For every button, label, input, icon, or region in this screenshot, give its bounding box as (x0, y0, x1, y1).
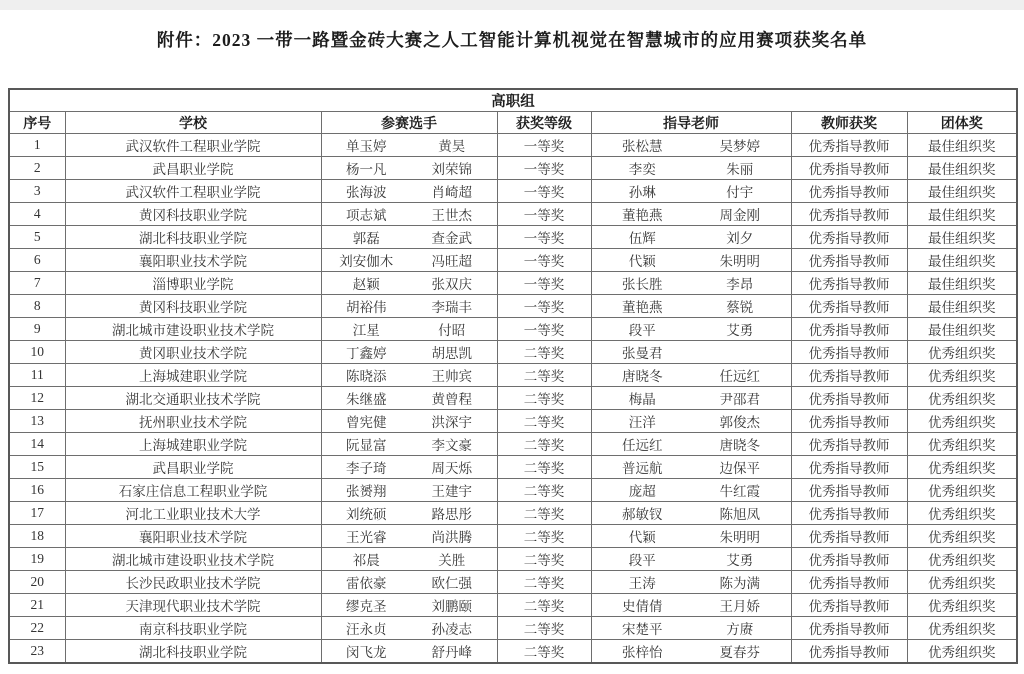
table-row (9, 433, 1017, 456)
teacher-award-cell: 优秀指导教师 (791, 410, 907, 433)
teachers-cell (591, 410, 791, 433)
table-row (9, 364, 1017, 387)
teacher-2: 蔡锐 (726, 300, 754, 315)
award-level-cell: 二等奖 (497, 640, 591, 663)
awards-table (8, 88, 1018, 664)
participants-cell (321, 456, 497, 479)
participants-cell (321, 157, 497, 180)
team-award-cell: 最佳组织奖 (907, 295, 1017, 318)
table-row (9, 387, 1017, 410)
award-level-cell: 一等奖 (497, 318, 591, 341)
seq-cell: 17 (9, 502, 65, 525)
participant-1: 刘安伽木 (339, 254, 394, 269)
teacher-1: 唐晓冬 (622, 369, 663, 384)
teachers-cell (591, 617, 791, 640)
seq-cell: 8 (9, 295, 65, 318)
teacher-1: 普远航 (622, 461, 663, 476)
teachers-cell (591, 203, 791, 226)
teacher-1: 孙琳 (628, 185, 656, 200)
teachers-cell (591, 502, 791, 525)
teachers-cell (591, 157, 791, 180)
team-award-cell: 优秀组织奖 (907, 525, 1017, 548)
teacher-2: 任远红 (719, 369, 760, 384)
teachers-cell (591, 387, 791, 410)
seq-cell: 11 (9, 364, 65, 387)
group-header-row (9, 89, 1017, 112)
teacher-2: 尹邵君 (719, 392, 760, 407)
teacher-award-cell: 优秀指导教师 (791, 617, 907, 640)
school-cell: 襄阳职业技术学院 (65, 249, 321, 272)
team-award-cell: 最佳组织奖 (907, 180, 1017, 203)
school-cell: 湖北城市建设职业技术学院 (65, 318, 321, 341)
teacher-2: 刘夕 (726, 231, 754, 246)
participant-1: 赵颖 (352, 277, 380, 292)
participants-cell (321, 525, 497, 548)
participants-cell (321, 479, 497, 502)
participant-1: 张赟翔 (346, 484, 387, 499)
teacher-1: 王涛 (628, 576, 656, 591)
school-cell: 河北工业职业技术大学 (65, 502, 321, 525)
teachers-cell (591, 226, 791, 249)
award-level-cell: 二等奖 (497, 456, 591, 479)
participant-2: 胡思凯 (431, 346, 472, 361)
col-header-participants: 参赛选手 (321, 112, 497, 134)
school-cell: 襄阳职业技术学院 (65, 525, 321, 548)
teacher-award-cell: 优秀指导教师 (791, 548, 907, 571)
teacher-award-cell: 优秀指导教师 (791, 226, 907, 249)
school-cell: 上海城建职业学院 (65, 364, 321, 387)
teacher-1: 任远红 (622, 438, 663, 453)
participant-2: 刘荣锦 (431, 162, 472, 177)
participant-1: 朱继盛 (346, 392, 387, 407)
teacher-award-cell: 优秀指导教师 (791, 249, 907, 272)
participants-cell (321, 341, 497, 364)
participant-2: 王建宇 (431, 484, 472, 499)
teacher-award-cell: 优秀指导教师 (791, 203, 907, 226)
award-level-cell: 二等奖 (497, 571, 591, 594)
teachers-cell (591, 134, 791, 157)
seq-cell: 13 (9, 410, 65, 433)
teacher-award-cell: 优秀指导教师 (791, 456, 907, 479)
participant-1: 王光睿 (346, 530, 387, 545)
table-row (9, 594, 1017, 617)
participant-1: 刘统硕 (346, 507, 387, 522)
teacher-award-cell: 优秀指导教师 (791, 502, 907, 525)
teachers-cell (591, 180, 791, 203)
participant-1: 缪克圣 (346, 599, 387, 614)
participant-2: 查金武 (431, 231, 472, 246)
participants-cell (321, 180, 497, 203)
award-level-cell: 二等奖 (497, 433, 591, 456)
participants-cell (321, 594, 497, 617)
seq-cell: 12 (9, 387, 65, 410)
table-row (9, 249, 1017, 272)
participant-1: 曾宪健 (346, 415, 387, 430)
teacher-1: 史倩倩 (622, 599, 663, 614)
teacher-2: 牛红霞 (719, 484, 760, 499)
teacher-1: 宋楚平 (622, 622, 663, 637)
teacher-award-cell: 优秀指导教师 (791, 157, 907, 180)
team-award-cell: 最佳组织奖 (907, 249, 1017, 272)
teacher-2: 吴梦婷 (719, 139, 760, 154)
participant-2: 肖崎超 (431, 185, 472, 200)
teacher-award-cell: 优秀指导教师 (791, 525, 907, 548)
teacher-1: 段平 (628, 553, 656, 568)
seq-cell: 4 (9, 203, 65, 226)
seq-cell: 2 (9, 157, 65, 180)
school-cell: 武汉软件工程职业学院 (65, 134, 321, 157)
teacher-award-cell: 优秀指导教师 (791, 479, 907, 502)
school-cell: 湖北科技职业学院 (65, 640, 321, 663)
table-row (9, 502, 1017, 525)
school-cell: 黄冈职业技术学院 (65, 341, 321, 364)
participants-cell (321, 318, 497, 341)
team-award-cell: 最佳组织奖 (907, 157, 1017, 180)
col-header-team-award: 团体奖 (907, 112, 1017, 134)
teacher-award-cell: 优秀指导教师 (791, 295, 907, 318)
col-header-teachers: 指导老师 (591, 112, 791, 134)
team-award-cell: 优秀组织奖 (907, 479, 1017, 502)
team-award-cell: 最佳组织奖 (907, 318, 1017, 341)
seq-cell: 21 (9, 594, 65, 617)
teachers-cell (591, 548, 791, 571)
school-cell: 长沙民政职业技术学院 (65, 571, 321, 594)
award-level-cell: 二等奖 (497, 341, 591, 364)
teacher-2: 陈旭凤 (719, 507, 760, 522)
teacher-2: 陈为满 (719, 576, 760, 591)
award-level-cell: 二等奖 (497, 410, 591, 433)
teacher-2: 方赓 (726, 622, 754, 637)
participant-1: 祁晨 (352, 553, 380, 568)
participant-2: 路思彤 (431, 507, 472, 522)
award-level-cell: 一等奖 (497, 134, 591, 157)
group-header: 高职组 (9, 89, 1017, 112)
award-level-cell: 一等奖 (497, 226, 591, 249)
school-cell: 湖北城市建设职业技术学院 (65, 548, 321, 571)
participant-2: 欧仁强 (431, 576, 472, 591)
table-row (9, 548, 1017, 571)
team-award-cell: 优秀组织奖 (907, 364, 1017, 387)
award-level-cell: 一等奖 (497, 249, 591, 272)
teachers-cell (591, 272, 791, 295)
participants-cell (321, 134, 497, 157)
teacher-2: 朱丽 (726, 162, 754, 177)
participant-2: 黄曾程 (431, 392, 472, 407)
teacher-1: 代颖 (628, 254, 656, 269)
award-level-cell: 一等奖 (497, 203, 591, 226)
award-level-cell: 一等奖 (497, 272, 591, 295)
award-level-cell: 二等奖 (497, 525, 591, 548)
school-cell: 湖北交通职业技术学院 (65, 387, 321, 410)
participant-2: 关胜 (438, 553, 466, 568)
teacher-award-cell: 优秀指导教师 (791, 341, 907, 364)
scan-artifact-strip (0, 0, 1024, 10)
participant-1: 阮显富 (346, 438, 387, 453)
team-award-cell: 优秀组织奖 (907, 502, 1017, 525)
participants-cell (321, 433, 497, 456)
seq-cell: 22 (9, 617, 65, 640)
participant-1: 张海波 (346, 185, 387, 200)
teacher-2: 周金刚 (719, 208, 760, 223)
participant-2: 李文豪 (431, 438, 472, 453)
school-cell: 淄博职业学院 (65, 272, 321, 295)
team-award-cell: 优秀组织奖 (907, 617, 1017, 640)
teacher-2: 艾勇 (726, 323, 754, 338)
column-header-row (9, 112, 1017, 134)
participant-1: 陈晓添 (346, 369, 387, 384)
teacher-1: 董艳燕 (622, 208, 663, 223)
teacher-2: 夏春芬 (719, 644, 760, 660)
table-row (9, 272, 1017, 295)
participant-2: 李瑞丰 (431, 300, 472, 315)
teachers-cell (591, 571, 791, 594)
seq-cell: 23 (9, 640, 65, 663)
teacher-award-cell: 优秀指导教师 (791, 272, 907, 295)
teacher-1: 庞超 (628, 484, 656, 499)
table-row (9, 134, 1017, 157)
school-cell: 抚州职业技术学院 (65, 410, 321, 433)
teachers-cell (591, 525, 791, 548)
seq-cell: 16 (9, 479, 65, 502)
participants-cell (321, 410, 497, 433)
seq-cell: 7 (9, 272, 65, 295)
participants-cell (321, 295, 497, 318)
seq-cell: 20 (9, 571, 65, 594)
school-cell: 石家庄信息工程职业学院 (65, 479, 321, 502)
participant-1: 胡裕伟 (346, 300, 387, 315)
seq-cell: 19 (9, 548, 65, 571)
participants-cell (321, 640, 497, 663)
teacher-2 (691, 342, 789, 362)
participant-1: 闵飞龙 (346, 644, 387, 660)
col-header-award-level: 获奖等级 (497, 112, 591, 134)
team-award-cell: 优秀组织奖 (907, 410, 1017, 433)
teacher-2: 李昂 (726, 277, 754, 292)
teacher-1: 张曼君 (622, 346, 663, 361)
award-level-cell: 二等奖 (497, 364, 591, 387)
award-level-cell: 二等奖 (497, 594, 591, 617)
teacher-1: 张长胜 (622, 277, 663, 292)
team-award-cell: 优秀组织奖 (907, 433, 1017, 456)
teacher-1: 张松慧 (622, 139, 663, 154)
participants-cell (321, 203, 497, 226)
school-cell: 黄冈科技职业学院 (65, 203, 321, 226)
school-cell: 黄冈科技职业学院 (65, 295, 321, 318)
teacher-2: 艾勇 (726, 553, 754, 568)
table-row (9, 295, 1017, 318)
award-level-cell: 一等奖 (497, 157, 591, 180)
school-cell: 武昌职业学院 (65, 456, 321, 479)
participants-cell (321, 249, 497, 272)
seq-cell: 1 (9, 134, 65, 157)
participant-1: 杨一凡 (346, 162, 387, 177)
seq-cell: 6 (9, 249, 65, 272)
col-header-school: 学校 (65, 112, 321, 134)
award-level-cell: 二等奖 (497, 387, 591, 410)
teachers-cell (591, 318, 791, 341)
participant-2: 黄昊 (438, 139, 466, 154)
teachers-cell (591, 341, 791, 364)
participants-cell (321, 502, 497, 525)
teachers-cell (591, 594, 791, 617)
seq-cell: 15 (9, 456, 65, 479)
table-row (9, 203, 1017, 226)
table-row (9, 318, 1017, 341)
participant-2: 舒丹峰 (431, 644, 472, 660)
seq-cell: 18 (9, 525, 65, 548)
participant-2: 孙凌志 (431, 622, 472, 637)
teachers-cell (591, 433, 791, 456)
teacher-award-cell: 优秀指导教师 (791, 594, 907, 617)
teacher-award-cell: 优秀指导教师 (791, 571, 907, 594)
teacher-1: 段平 (628, 323, 656, 338)
teachers-cell (591, 249, 791, 272)
teachers-cell (591, 640, 791, 663)
teacher-2: 边保平 (719, 461, 760, 476)
school-cell: 湖北科技职业学院 (65, 226, 321, 249)
seq-cell: 9 (9, 318, 65, 341)
table-row (9, 456, 1017, 479)
col-header-no: 序号 (9, 112, 65, 134)
teacher-1: 董艳燕 (622, 300, 663, 315)
participant-2: 付昭 (438, 323, 466, 338)
page-title: 附件：2023 一带一路暨金砖大赛之人工智能计算机视觉在智慧城市的应用赛项获奖名单 (156, 30, 868, 50)
participant-1: 项志斌 (346, 208, 387, 223)
team-award-cell: 优秀组织奖 (907, 594, 1017, 617)
participant-1: 李子琦 (346, 461, 387, 476)
school-cell: 上海城建职业学院 (65, 433, 321, 456)
award-level-cell: 二等奖 (497, 617, 591, 640)
participant-2: 王帅宾 (431, 369, 472, 384)
participant-2: 冯旺超 (431, 254, 472, 269)
teacher-1: 汪洋 (628, 415, 656, 430)
participant-2: 张双庆 (431, 277, 472, 292)
seq-cell: 3 (9, 180, 65, 203)
team-award-cell: 优秀组织奖 (907, 341, 1017, 364)
participant-1: 单玉婷 (346, 139, 387, 154)
award-level-cell: 一等奖 (497, 180, 591, 203)
team-award-cell: 优秀组织奖 (907, 456, 1017, 479)
teacher-2: 唐晓冬 (719, 438, 760, 453)
col-header-teacher-award: 教师获奖 (791, 112, 907, 134)
team-award-cell: 优秀组织奖 (907, 548, 1017, 571)
teacher-1: 代颖 (628, 530, 656, 545)
teacher-1: 李奕 (628, 162, 656, 177)
seq-cell: 14 (9, 433, 65, 456)
teacher-2: 朱明明 (719, 530, 760, 545)
participant-2: 王世杰 (431, 208, 472, 223)
teacher-1: 伍辉 (628, 231, 656, 246)
teacher-1: 张梓怡 (622, 644, 663, 660)
participant-2: 尚洪腾 (431, 530, 472, 545)
table-row (9, 180, 1017, 203)
team-award-cell: 最佳组织奖 (907, 203, 1017, 226)
participants-cell (321, 272, 497, 295)
teachers-cell (591, 479, 791, 502)
seq-cell: 10 (9, 341, 65, 364)
teachers-cell (591, 364, 791, 387)
award-level-cell: 一等奖 (497, 295, 591, 318)
team-award-cell: 优秀组织奖 (907, 640, 1017, 663)
team-award-cell: 最佳组织奖 (907, 226, 1017, 249)
participant-2: 刘鹏颐 (431, 599, 472, 614)
table-row (9, 410, 1017, 433)
award-level-cell: 二等奖 (497, 479, 591, 502)
teacher-2: 王月娇 (719, 599, 760, 614)
table-row (9, 341, 1017, 364)
participant-2: 洪深宇 (431, 415, 472, 430)
participant-1: 丁鑫婷 (346, 346, 387, 361)
school-cell: 南京科技职业学院 (65, 617, 321, 640)
teacher-award-cell: 优秀指导教师 (791, 364, 907, 387)
award-level-cell: 二等奖 (497, 548, 591, 571)
team-award-cell: 优秀组织奖 (907, 571, 1017, 594)
table-row (9, 479, 1017, 502)
team-award-cell: 最佳组织奖 (907, 134, 1017, 157)
teacher-award-cell: 优秀指导教师 (791, 387, 907, 410)
award-level-cell: 二等奖 (497, 502, 591, 525)
team-award-cell: 最佳组织奖 (907, 272, 1017, 295)
participant-1: 江星 (352, 323, 380, 338)
school-cell: 武昌职业学院 (65, 157, 321, 180)
teacher-2: 郭俊杰 (719, 415, 760, 430)
teacher-award-cell: 优秀指导教师 (791, 134, 907, 157)
teacher-award-cell: 优秀指导教师 (791, 318, 907, 341)
participant-1: 汪永贞 (346, 622, 387, 637)
participants-cell (321, 617, 497, 640)
teacher-award-cell: 优秀指导教师 (791, 433, 907, 456)
table-row (9, 226, 1017, 249)
teacher-2: 付宇 (726, 185, 754, 200)
teacher-1: 郝敏钗 (622, 507, 663, 522)
participants-cell (321, 364, 497, 387)
participant-1: 雷依豪 (346, 576, 387, 591)
teachers-cell (591, 295, 791, 318)
team-award-cell: 优秀组织奖 (907, 387, 1017, 410)
participants-cell (321, 571, 497, 594)
table-row (9, 571, 1017, 594)
teacher-award-cell: 优秀指导教师 (791, 180, 907, 203)
table-row (9, 525, 1017, 548)
table-row (9, 157, 1017, 180)
table-row (9, 640, 1017, 663)
participants-cell (321, 226, 497, 249)
participants-cell (321, 548, 497, 571)
seq-cell: 5 (9, 226, 65, 249)
table-row (9, 617, 1017, 640)
participants-cell (321, 387, 497, 410)
teacher-award-cell: 优秀指导教师 (791, 640, 907, 663)
participant-2: 周天烁 (431, 461, 472, 476)
school-cell: 天津现代职业技术学院 (65, 594, 321, 617)
participant-1: 郭磊 (352, 231, 380, 246)
teachers-cell (591, 456, 791, 479)
table-body (9, 134, 1017, 663)
teacher-1: 梅晶 (628, 392, 656, 407)
teacher-2: 朱明明 (719, 254, 760, 269)
school-cell: 武汉软件工程职业学院 (65, 180, 321, 203)
